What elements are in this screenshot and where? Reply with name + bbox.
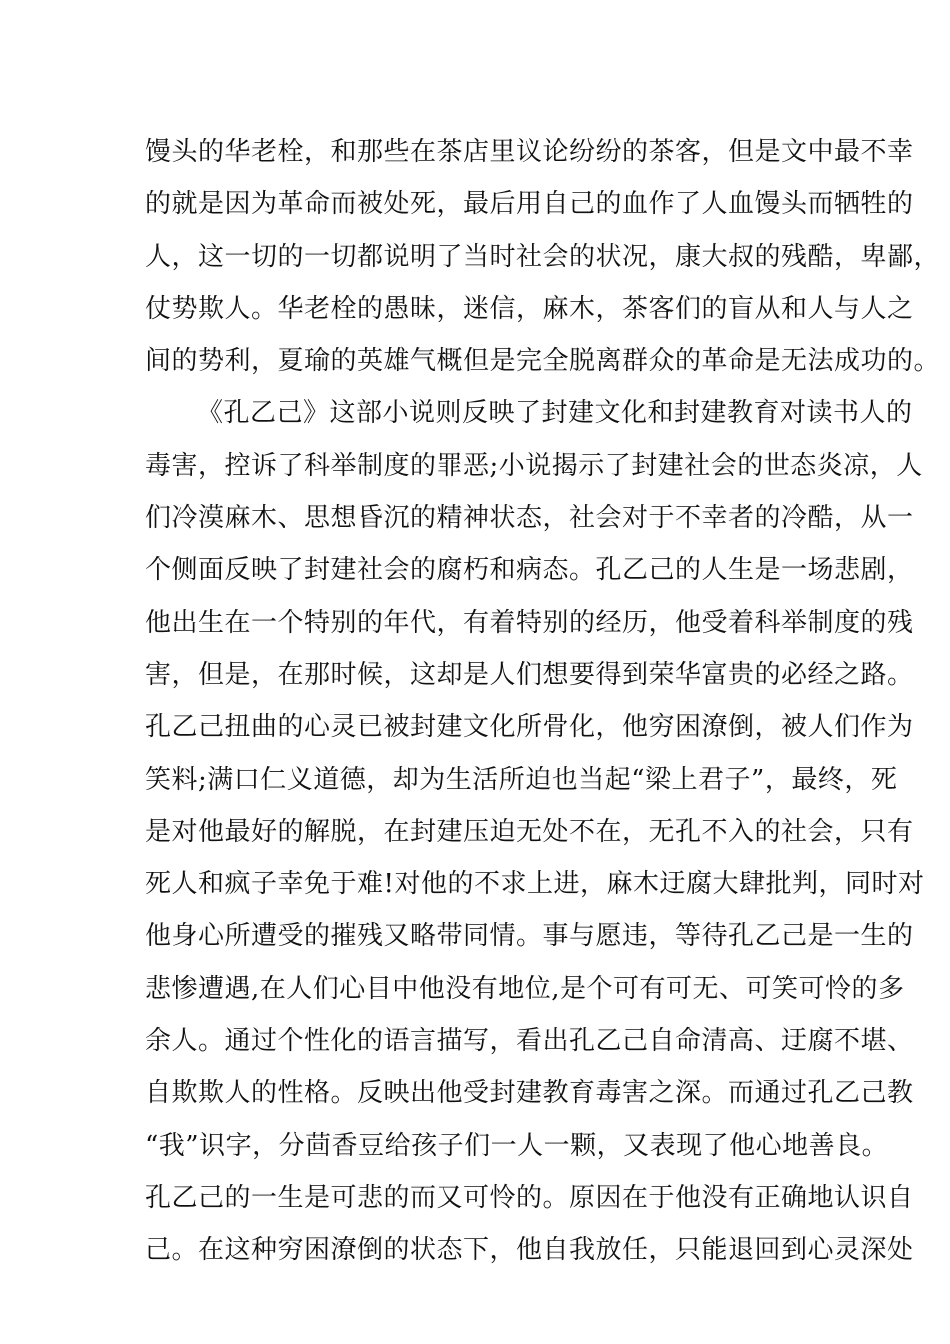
text-line: 他身心所遭受的摧残又略带同情。事与愿违，等待孔乙己是一生的 (145, 921, 914, 952)
text-line: 悲惨遭遇,在人们心目中他没有地位,是个可有可无、可笑可怜的多 (145, 973, 905, 1004)
text-line: 间的势利，夏瑜的英雄气概但是完全脱离群众的革命是无法成功的。 (145, 346, 941, 377)
text-line: 人，这一切的一切都说明了当时社会的状况，康大叔的残酷，卑鄙， (145, 241, 941, 272)
text-line: 己。在这种穷困潦倒的状态下，他自我放任，只能退回到心灵深处 (145, 1235, 914, 1266)
text-line: 孔乙己扭曲的心灵已被封建文化所骨化，他穷困潦倒，被人们作为 (145, 712, 914, 743)
paragraph-first-line: 《孔乙己》这部小说则反映了封建文化和封建教育对读书人的 (197, 398, 913, 429)
text-line: 自欺欺人的性格。反映出他受封建教育毒害之深。而通过孔乙己教 (145, 1078, 914, 1109)
text-line: 毒害，控诉了科举制度的罪恶;小说揭示了封建社会的世态炎凉，人 (145, 450, 923, 481)
text-line: 死人和疯子幸免于难!对他的不求上进，麻木迂腐大肆批判，同时对 (145, 869, 925, 900)
text-line: “我”识字，分茴香豆给孩子们一人一颗，又表现了他心地善良。 (145, 1130, 889, 1161)
text-line: 孔乙己的一生是可悲的而又可怜的。原因在于他没有正确地认识自 (145, 1182, 914, 1213)
body-text (145, 126, 941, 1277)
text-line: 害，但是，在那时候，这却是人们想要得到荣华富贵的必经之路。 (145, 659, 914, 690)
text-line: 他出生在一个特别的年代，有着特别的经历，他受着科举制度的残 (145, 607, 914, 638)
text-line: 是对他最好的解脱，在封建压迫无处不在，无孔不入的社会，只有 (145, 816, 914, 847)
text-line: 们冷漠麻木、思想昏沉的精神状态，社会对于不幸者的冷酷，从一 (145, 503, 914, 534)
text-line: 个侧面反映了封建社会的腐朽和病态。孔乙己的人生是一场悲剧， (145, 555, 914, 586)
text-line: 笑料;满口仁义道德，却为生活所迫也当起“梁上君子”，最终，死 (145, 764, 898, 795)
text-line: 余人。通过个性化的语言描写，看出孔乙己自命清高、迂腐不堪、 (145, 1026, 914, 1057)
text-line: 仗势欺人。华老栓的愚昧，迷信，麻木，茶客们的盲从和人与人之 (145, 293, 914, 324)
text-line: 馒头的华老栓，和那些在茶店里议论纷纷的茶客，但是文中最不幸 (145, 137, 914, 167)
text-line: 的就是因为革命而被处死，最后用自己的血作了人血馒头而牺牲的 (145, 189, 914, 220)
